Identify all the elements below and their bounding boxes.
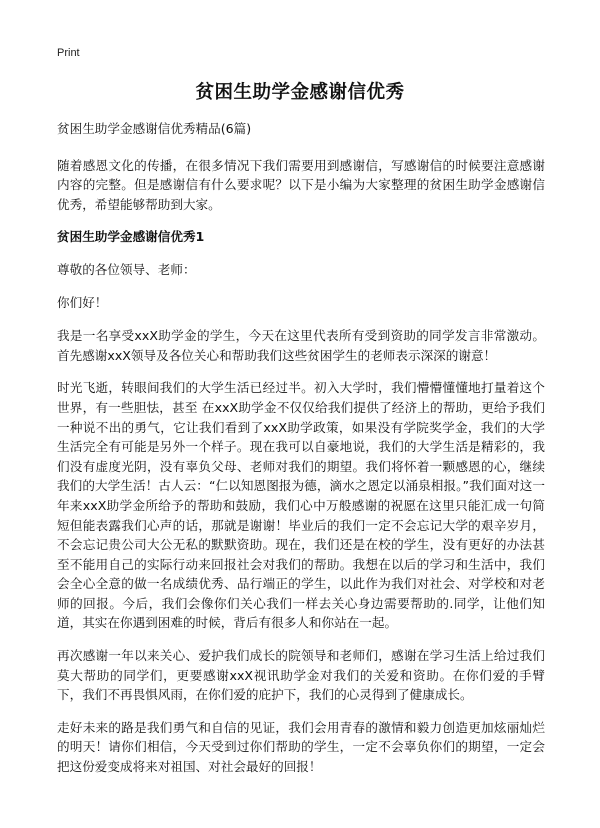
body-paragraph: 时光飞逝，转眼间我们的大学生活已经过半。初入大学时，我们懵懵懂懂地打量着这个世界，有一些胆怯，甚至 在xxX助学金不仅仅给我们提供了经济上的帮助，更给予我们一种说不出的勇气，它让我们看到了xxX助学政策，如果没有学院奖学金，我们的大学生活完全有可能是另外一个样子。现在我可以自豪地说，我们的大学生活是精彩的，我们没有虚度光阴，没有辜负父母、老师对我们的期望。我们将怀着一颗感恩的心，继续我们的大学生活！古人云：“仁以知恩图报为德，滴水之恩定以涌泉相报。”我们面对这一年来xxX助学金所给予的帮助和鼓励，我们心中万般感谢的祝愿在这里只能汇成一句简短但能表露我们心声的话，那就是谢谢！毕业后的我们一定不会忘记大学的艰辛岁月，不会忘记贵公司大公无私的默默资助。现在，我们还是在校的学生，没有更好的办法甚至不能用自己的实际行动来回报社会对我们的帮助。我想在以后的学习和生活中，我们会全心全意的做一名成绩优秀、品行端正的学生，以此作为我们对社会、对学校和对老师的回报。今后，我们会像你们关心我们一样去关心身边需要帮助的.同学，让他们知道，其实在你遇到困难的时候，背后有很多人和你站在一起。 xyxy=(57,380,545,631)
greeting: 你们好！ xyxy=(57,294,108,310)
section-heading: 贫困生助学金感谢信优秀1 xyxy=(57,229,205,245)
document-subtitle: 贫困生助学金感谢信优秀精品(6篇) xyxy=(57,121,252,136)
page-title: 贫困生助学金感谢信优秀 xyxy=(195,82,405,103)
print-label: Print xyxy=(57,47,80,59)
body-paragraph: 走好未来的路是我们勇气和自信的见证，我们会用青春的激情和毅力创造更加炫丽灿烂的明天！请你们相信，今天受到过你们帮助的学生，一定不会辜负你们的期望，一定会把这份爱变成将来对祖国、对社会最好的回报！ xyxy=(57,719,545,775)
body-paragraph: 我是一名享受xxX助学金的学生，今天在这里代表所有受到资助的同学发言非常激动。首先感谢xxX领导及各位关心和帮助我们这些贫困学生的老师表示深深的谢意！ xyxy=(57,328,545,363)
document-body xyxy=(57,119,545,790)
intro-paragraph: 随着感恩文化的传播，在很多情况下我们需要用到感谢信，写感谢信的时候要注意感谢内容的完整。但是感谢信有什么要求呢？以下是小编为大家整理的贫困生助学金感谢信优秀，希望能够帮助到大家。 xyxy=(57,157,545,212)
salutation: 尊敬的各位领导、老师： xyxy=(57,261,196,277)
body-paragraph: 再次感谢一年以来关心、爱护我们成长的院领导和老师们，感谢在学习生活上给过我们莫大帮助的同学们，更要感谢xxX视讯助学金对我们的关爱和资助。在你们爱的手臂下，我们不再畏惧风雨，在你们爱的庇护下，我们的心灵得到了健康成长。 xyxy=(57,648,545,703)
